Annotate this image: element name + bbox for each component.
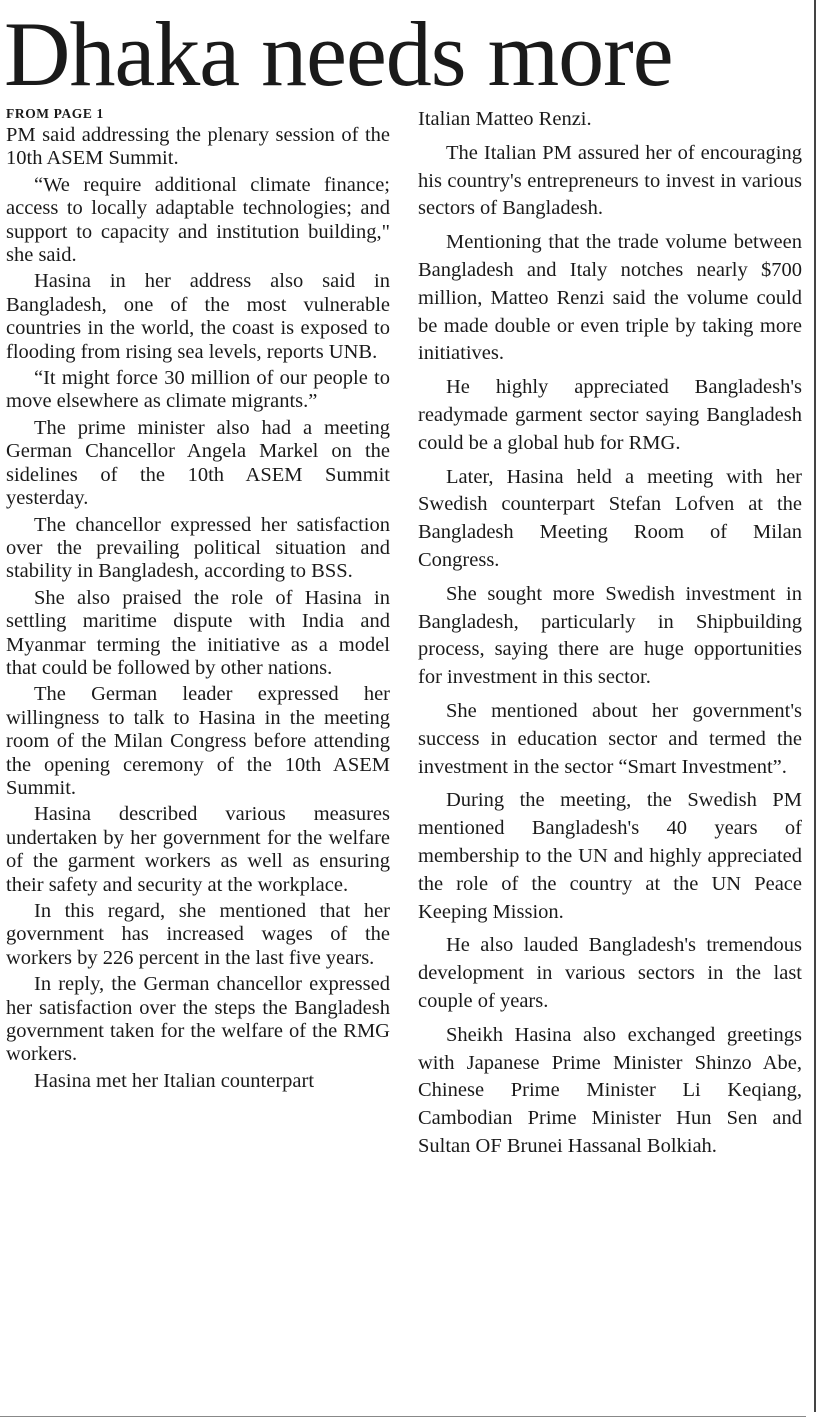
paragraph: The chancellor expressed her satisfaction over the prevailing political situation and stability in Bangladesh, according to BSS. (6, 513, 390, 583)
paragraph: In this regard, she mentioned that her government has increased wages of the workers by 226 percent in the last five years. (6, 900, 390, 969)
paragraph: In reply, the German chancellor expressed her satisfaction over the steps the Bangladesh government taken for the welfare of the RMG workers. (6, 973, 390, 1066)
paragraph: The prime minister also had a meeting German Chancellor Angela Markel on the sidelines of the 10th ASEM Summit yesterday. (6, 416, 390, 510)
column-divider-rule (814, 0, 816, 1412)
paragraph: The German leader expressed her willingness to talk to Hasina in the meeting room of the Milan Congress before attending the opening ceremony of the 10th ASEM Summit. (6, 683, 390, 799)
paragraph: Italian Matteo Renzi. (418, 108, 592, 130)
paragraph: Sheikh Hasina also exchanged greetings with Japanese Prime Minister Shinzo Abe, Chinese Prime Minister Li Keqiang, Cambodian Prime Minister Hun Sen and Sultan OF Brunei Hassanal Bolkiah. (418, 1023, 802, 1157)
paragraph: “It might force 30 million of our people to move elsewhere as climate migrants.” (6, 367, 390, 413)
paragraph: She mentioned about her government's success in education sector and termed the investment in the sector “Smart Investment”. (418, 699, 802, 778)
paragraph: He highly appreciated Bangladesh's readymade garment sector saying Bangladesh could be a global hub for RMG. (418, 376, 802, 454)
paragraph: During the meeting, the Swedish PM mentioned Bangladesh's 40 years of membership to the UN and highly appreciated the role of the country at the UN Peace Keeping Mission. (418, 789, 802, 923)
paragraph: Hasina in her address also said in Bangladesh, one of the most vulnerable countries in the world, the coast is exposed to flooding from rising sea levels, reports UNB. (6, 270, 390, 363)
paragraph: Hasina met her Italian counterpart (34, 1069, 315, 1092)
headline: Dhaka needs more (4, 3, 673, 105)
paragraph: She also praised the role of Hasina in settling maritime dispute with India and Myanmar terming the initiative as a model that could be followed by other nations. (6, 586, 390, 679)
paragraph: “We require additional climate finance; access to locally adaptable technologies; and support to capacity and institution building," she said. (6, 173, 390, 267)
paragraph: He also lauded Bangladesh's tremendous development in various sectors in the last couple of years. (418, 934, 802, 1012)
left-column (6, 104, 390, 1093)
paragraph: Later, Hasina held a meeting with her Swedish counterpart Stefan Lofven at the Bangladesh Meeting Room of Milan Congress. (418, 465, 802, 571)
paragraph: Hasina described various measures undertaken by her government for the welfare of the garment workers as well as ensuring their safety and security at the workplace. (6, 803, 390, 896)
right-column (418, 106, 802, 1161)
paragraph: PM said addressing the plenary session of the 10th ASEM Summit. (6, 124, 390, 170)
paragraph: The Italian PM assured her of encouraging his country's entrepreneurs to invest in various sectors of Bangladesh. (418, 141, 802, 220)
bottom-rule (0, 1416, 806, 1417)
continuation-kicker: FROM PAGE 1 (6, 106, 104, 121)
paragraph: She sought more Swedish investment in Bangladesh, particularly in Shipbuilding process, saying there are huge opportunities for investment in this sector. (418, 582, 802, 689)
paragraph: Mentioning that the trade volume between Bangladesh and Italy notches nearly $700 million, Matteo Renzi said the volume could be made double or even triple by taking more initiatives. (418, 231, 802, 365)
